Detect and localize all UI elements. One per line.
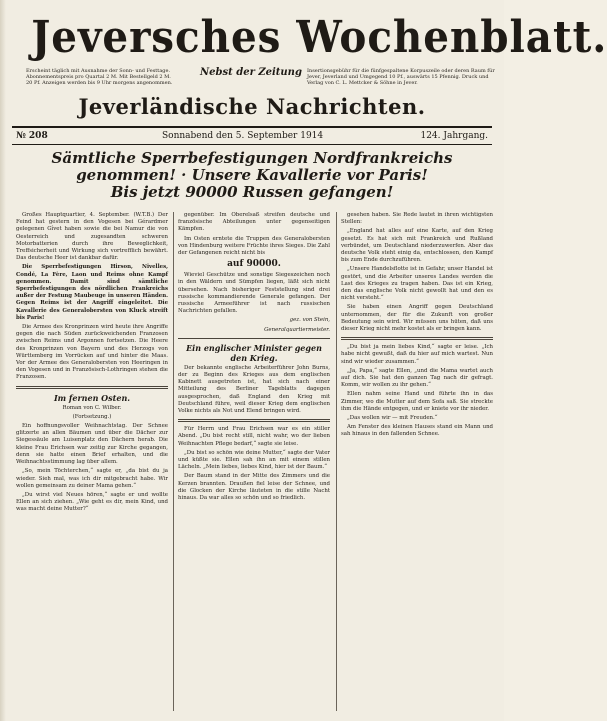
article-paragraph: Ellen nahm seine Hand und führte ihn in das Zimmer, wo die Mutter auf dem Sofa saß. Sie streckte ihm die Hände entgegen, und er kniete vor ihr nieder. (341, 391, 493, 412)
article-paragraph: „England hat alles auf eine Karte, auf den Krieg gesetzt. Es hat sich mit Frankreich und Rußland verbündet, um Deutschland niederzuwerfen. Aber das deutsche Volk steht einig da, entschlossen, den Kampf bis zum Ende durchzuführen. (341, 228, 493, 264)
column-divider (173, 212, 174, 711)
masthead (12, 12, 607, 64)
newspaper-title: Jeversches Wochenblatt. (31, 12, 607, 63)
section-divider (16, 386, 168, 389)
article-paragraph: gesehen haben. Sie Rede lautet in ihren wichtigsten Stellen: (341, 212, 493, 226)
article-paragraph: Die Armee des Kronprinzen wird heute ihre Angriffe gegen die nach Süden zurückweichenden Franzosen zwischen Reims und Argonnen fortsetzen. Die Heere des Kronprinzen von Bayern und des Herzogs von Württemberg im Vorrücken auf und hinter die Maas. Vor der Armee des Generalobersten von Heeringen in den Vogesen und in Französisch-Lothringen stehen die Franzosen. (16, 324, 168, 381)
newspaper-subtitle: Jeverländische Nachrichten. (78, 94, 426, 119)
article-paragraph: Wieviel Geschütze und sonstige Siegeszeichen noch in den Wäldern und Sümpfen liegen, läßt sich nicht übersehen. Nach bisheriger Feststellung sind drei russische kommandierende Generale gefangen. Der russische Armeeführer ist nach russischen Nachrichten gefallen. (178, 272, 330, 315)
article-paragraph: „Du wirst viel Neues hören,“ sagte er und wollte Ellen an sich ziehen. „Wie geht es dir, mein Kind, und was macht deine Mutter?“ (16, 491, 168, 513)
article-paragraph: Sie haben einen Angriff gegen Deutschland unternommen, der für die Zukunft von großer Bedeutung sein wird. Wir müssen uns hüten, daß uns dieser Krieg nicht mehr kostet als er bringen kann. (341, 304, 493, 333)
article-paragraph: Die Sperrbefestigungen Hirson, Nivelles, Condé, La Fère, Laon und Reims ohne Kampf genommen. Damit sind sämtliche Sperrbefestigungen des nördlichen Frankreichs außer der Festung Maubeuge in unseren Händen. Gegen Reims ist der Angriff eingeleitet. Die Kavallerie des Generalobersten von Kluck streift bis Paris! (16, 264, 168, 321)
article-paragraph: „Das wollen wir — mit Freuden.“ (347, 415, 438, 422)
masthead-subline (12, 64, 495, 92)
column-3 (341, 212, 493, 711)
signature-title: Generalquartiermeister. (264, 326, 330, 333)
article-paragraph: Ein hoffnungsvoller Weihnachtstag. Der Schnee glitzerte an allen Bäumen und über die Dächer zur Siegessäule am Luisenplatz den Dächern herab. Die kleine Frau Erichsen war zeitig zur Kirche gegangen, denn sie hatte einen Brief erhalten, und die Weihnachtsstimmung lag über allem. (16, 423, 168, 466)
signature-name: gez. von Stein, (289, 317, 330, 324)
article-paragraph: Großes Hauptquartier, 4. September. (W.T.B.) Der Feind hat gestern in den Vogesen bei Gérardmer gelegenen Gîvet haben sowie die bei Namur die von Oesterreich und zugesandten schweren Motorbatterien durch ihre Beweglichkeit, Treffsicherheit und Wirkung sich vortrefflich bewährt. Das deutsche Heer ist dankbar dafür. (16, 212, 168, 262)
article-paragraph: „Ja, Papa,“ sagte Ellen, „und die Mama wartet auch auf dich. Sie hat den ganzen Tag nach dir gefragt. Komm, wir wollen zu ihr gehen.“ (341, 367, 493, 389)
section-divider (178, 338, 330, 339)
column-1 (16, 212, 168, 711)
serial-author: Roman von C. Wilber. (62, 404, 122, 411)
article-paragraph: Im Osten erntete die Truppen des Generalobersten von Hindenburg weitere Früchte ihres Sieges. Die Zahl der Gefangenen reicht nicht bis (178, 235, 330, 257)
column-divider (336, 212, 337, 711)
article-paragraph: Für Herrn und Frau Erichsen war es ein stiller Abend. „Du bist recht still, nicht wahr, wo der lieben Weihnachten Pflege bedarf,“ sagte sie leise. (178, 426, 330, 447)
advertising-note: Insertionsgebühr für die fünfgespaltene Korpuszeile oder deren Raum für Jever, Jeverland und Umgegend 10 Pf., auswärts 15 Pfennig. Druck und Verlag von C. L. Mettcker & Söhne in Jever. (307, 68, 495, 86)
prisoner-count: auf 90000. (227, 259, 281, 270)
serial-title: Im fernen Osten. (53, 392, 131, 403)
section-divider (178, 419, 330, 422)
issue-date: Sonnabend den 5. September 1914 (162, 131, 324, 141)
section-title: Ein englischer Minister gegen den Krieg. (186, 342, 322, 363)
serial-note: (Fortsetzung.) (72, 413, 112, 420)
supplement-note: Nebst der Zeitung (200, 67, 302, 78)
article-paragraph: „So, mein Töchterchen,“ sagte er, „da bist du ja wieder. Sieh mal, was ich dir mitgebracht habe. Wir wollen gemeinsam zu deiner Mama gehen.“ (16, 468, 168, 489)
front-headline (12, 150, 492, 201)
article-paragraph: Der Baum stand in der Mitte des Zimmers und die Kerzen brannten. Draußen fiel leise der Schnee, und die Glocken der Kirche läuteten in die stille Nacht hinaus. Da war alles so schön und so friedlich. (178, 473, 330, 502)
issue-number: № 208 (16, 131, 48, 141)
headline-line-1: Sämtliche Sperrbefestigungen Nordfrankreichs genommen! · Unsere Kavallerie vor Paris! (51, 149, 453, 184)
article-columns (12, 212, 492, 711)
volume-year: 124. Jahrgang. (420, 131, 488, 141)
article-paragraph: „Du bist so schön wie deine Mutter,“ sagte der Vater und küßte sie. Ellen sah ihn an mit einem stillen Lächeln. „Mein liebes, liebes Kind, hier ist der Baum.“ (178, 449, 330, 471)
article-paragraph: gegenüber. Im Oberelsaß streifen deutsche und französische Abteilungen unter gegenseitigen Kämpfen. (178, 212, 330, 233)
page-fold-shadow (0, 0, 6, 721)
headline-line-2: Bis jetzt 90000 Russen gefangen! (110, 183, 394, 201)
article-paragraph: Der bekannte englische Arbeiterführer John Burns, der zu Beginn des Krieges aus dem englischen Kabinett ausgetreten ist, hat sich nach einer Mitteilung des Berliner Tageblatts dagegen ausgesprochen, daß England den Krieg mit Deutschland führe, weil dieser Krieg dem englischen Volke nichts als Not und Elend bringen wird. (178, 364, 330, 415)
dateline (12, 126, 492, 145)
article-paragraph: „Unsere Handelsflotte ist in Gefahr, unser Handel ist gestört, und die Arbeiter unseres Landes werden die Last des Krieges zu tragen haben. Das ist ein Krieg, den das englische Volk nicht gewollt hat und den es nicht versteht.“ (341, 266, 493, 302)
article-paragraph: „Du bist ja mein liebes Kind,“ sagte er leise. „Ich habe nicht gewußt, daß du hier auf mich wartest. Nun sind wir wieder zusammen.“ (341, 344, 493, 365)
article-paragraph: Am Fenster des kleinen Hauses stand ein Mann und sah hinaus in den fallenden Schnee. (341, 424, 493, 438)
column-2 (178, 212, 330, 711)
section-divider (341, 337, 493, 340)
subscription-note: Erscheint täglich mit Ausnahme der Sonn- und Festtage. Abonnementspreis pro Quartal 2 M. Mit Bestellgeld 2 M. 20 Pf. Anzeigen werden bis 9 Uhr morgens angenommen. (26, 68, 173, 86)
